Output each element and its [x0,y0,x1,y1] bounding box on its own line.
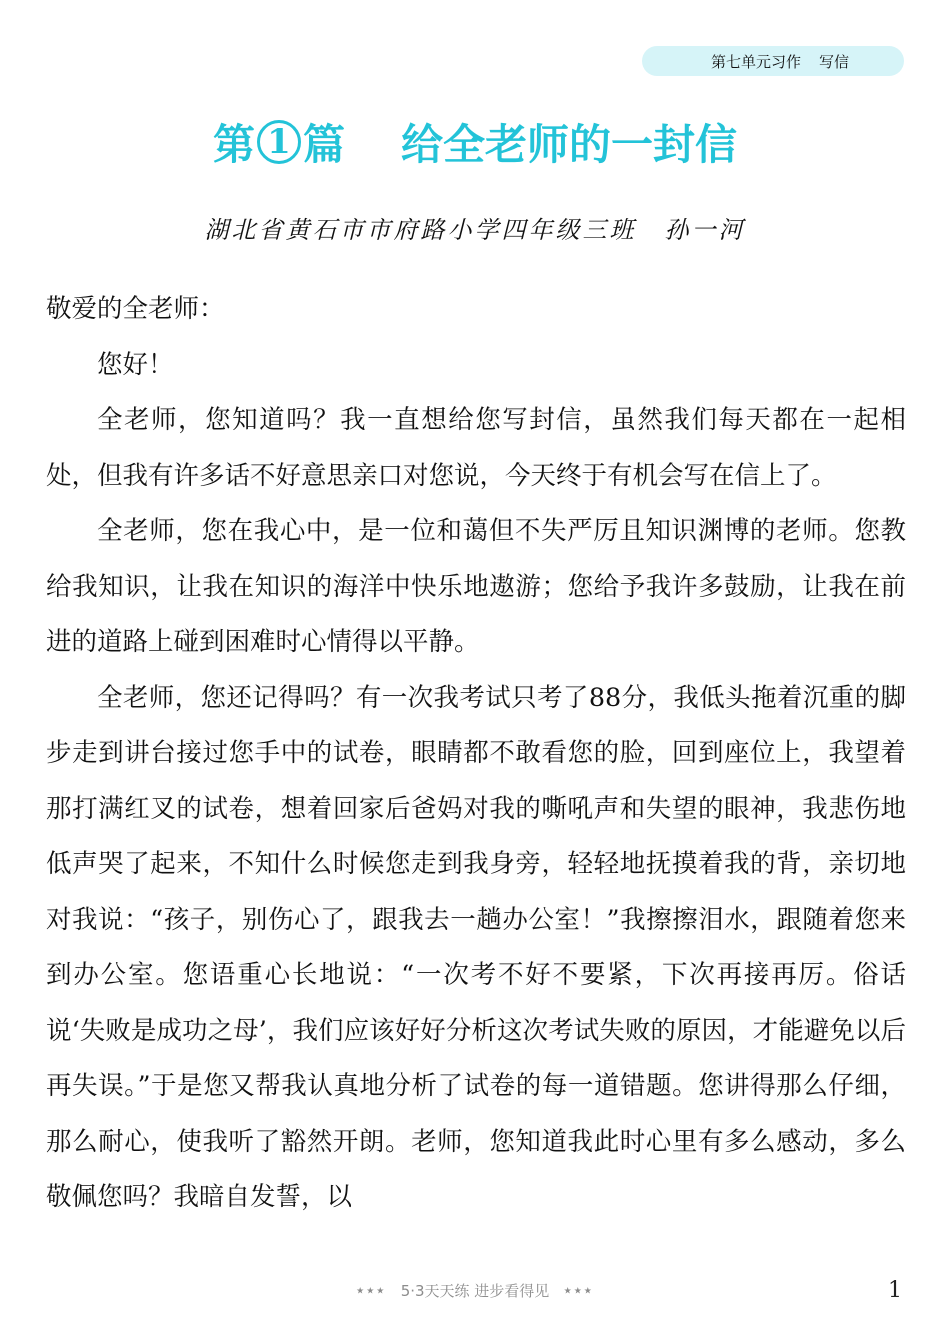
letter-greeting: 您好！ [97,349,174,380]
letter-salutation: 敬爱的全老师： [46,294,225,324]
article-number-badge: 1 [257,120,301,164]
title-text: 给全老师的一封信 [401,120,738,169]
topic-label: 写信 [819,52,850,71]
author-name: 孙一河 [664,216,746,244]
letter-paragraph: 全老师，您在我心中，是一位和蔼但不失严厉且知识渊博的老师。您教给我知识，让我在知识的海洋中快乐地遨游；您给予我许多鼓励，让我在前进的道路上碰到困难时心情得以平静。 [46,516,906,657]
unit-header-tag [642,46,904,76]
page-number: 1 [888,1278,902,1303]
school-name: 湖北省黄石市市府路小学四年级三班 [204,216,637,244]
article-title [0,112,950,172]
star-decoration-right: ★★★ [563,1286,594,1297]
title-prefix: 第 [212,120,255,169]
unit-label: 第七单元习作 [710,52,801,71]
footer-slogan: 5·3天天练 进步看得见 [400,1282,550,1300]
title-suffix: 篇 [302,120,345,169]
star-decoration-left: ★★★ [356,1286,387,1297]
letter-body [46,282,906,1226]
letter-paragraph: 全老师，您知道吗？我一直想给您写封信，虽然我们每天都在一起相处，但我有许多话不好意思亲口对您说，今天终于有机会写在信上了。 [46,405,906,491]
page-footer [0,1280,950,1301]
letter-paragraph: 全老师，您还记得吗？有一次我考试只考了88分，我低头拖着沉重的脚步走到讲台接过您手中的试卷，眼睛都不敢看您的脸，回到座位上，我望着那打满红叉的试卷，想着回家后爸妈对我的嘶吼声和失望的眼神，我悲伤地低声哭了起来，不知什么时候您走到我身旁，轻轻地抚摸着我的背，亲切地对我说：“孩子，别伤心了，跟我去一趟办公室！”我擦擦泪水，跟随着您来到办公室。您语重心长地说：“一次考不好不要紧，下次再接再厉。俗话说‘失败是成功之母’，我们应该好好分析这次考试失败的原因，才能避免以后再失误。”于是您又帮我认真地分析了试卷的每一道错题。您讲得那么仔细，那么耐心，使我听了豁然开朗。老师，您知道我此时心里有多么感动，多么敬佩您吗？我暗自发誓，以 [46,682,906,1212]
author-byline [0,210,950,245]
